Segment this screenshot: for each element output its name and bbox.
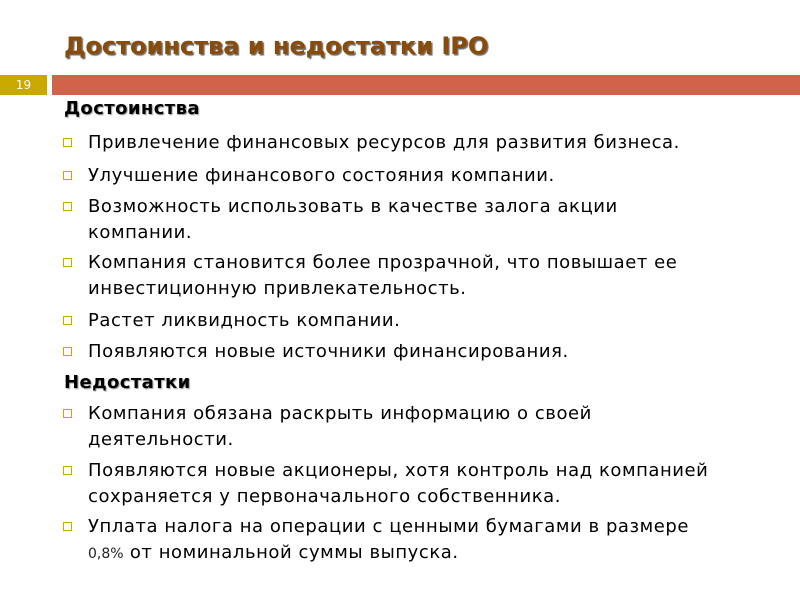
square-bullet-icon <box>63 409 72 418</box>
list-item: Улучшение финансового состояния компании. <box>88 163 788 189</box>
slide-title: Достоинства и недостатки IPO <box>64 32 489 60</box>
list-item: Появляются новые акционеры, хотя контроль над компанией сохраняется у первоначального собственника. <box>88 458 748 509</box>
tax-rate: 0,8% <box>88 545 124 562</box>
square-bullet-icon <box>63 138 72 147</box>
disadvantages-heading: Недостатки <box>64 372 191 393</box>
square-bullet-icon <box>63 202 72 211</box>
list-item: Компания обязана раскрыть информацию о своей деятельности. <box>88 401 648 452</box>
list-item: Привлечение финансовых ресурсов для развития бизнеса. <box>88 130 788 156</box>
list-item: Растет ликвидность компании. <box>88 308 788 334</box>
advantages-heading: Достоинства <box>64 98 200 119</box>
square-bullet-icon <box>63 522 72 531</box>
list-item: Появляются новые источники финансирования. <box>88 339 788 365</box>
square-bullet-icon <box>63 171 72 180</box>
list-item: Возможность использовать в качестве залога акции компании. <box>88 194 678 245</box>
list-item: Компания становится более прозрачной, что повышает ее инвестиционную привлекательность. <box>88 250 748 301</box>
title-divider-bar <box>52 75 800 95</box>
square-bullet-icon <box>63 258 72 267</box>
square-bullet-icon <box>63 347 72 356</box>
list-item: Уплата налога на операции с ценными бумагами в размере 0,8% от номинальной суммы выпуска. <box>88 514 768 567</box>
square-bullet-icon <box>63 466 72 475</box>
square-bullet-icon <box>63 316 72 325</box>
slide-number: 19 <box>0 75 47 95</box>
